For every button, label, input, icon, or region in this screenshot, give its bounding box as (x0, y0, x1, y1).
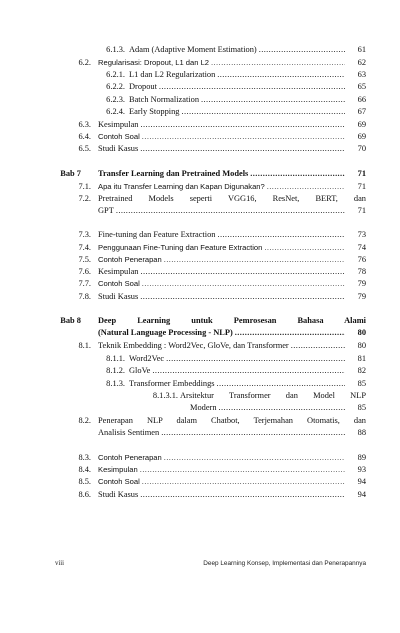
dot-leader (142, 476, 345, 488)
toc-entry-number: 6.4. (78, 132, 91, 141)
toc-entry[interactable] (0, 254, 400, 266)
dot-leader (201, 94, 345, 106)
toc-entry-title-text: Contoh Soal (98, 477, 140, 486)
toc-entry-number: 8.1.3.1. (152, 391, 178, 400)
toc-entry[interactable] (0, 489, 400, 501)
toc-entry-title-text: Apa itu Transfer Learning dan Kapan Digunakan? (98, 182, 265, 191)
toc-entry-number: 6.2. (78, 58, 91, 67)
toc-entry-title-line1: Pretrained Models seperti VGG16, ResNet, BERT, dan (98, 194, 366, 203)
toc-entry-number: 7.1. (78, 182, 91, 191)
toc-entry-title-text: Teknik Embedding : Word2Vec, GloVe, dan Transformer (98, 341, 289, 350)
toc-entry-title-text: Regularisasi: Dropout, L1 dan L2 (98, 58, 210, 67)
toc-entry-title (98, 489, 346, 501)
toc-entry-title-text: Kesimpulan (98, 465, 138, 474)
dot-leader (217, 229, 345, 241)
toc-entry-title-text: L1 dan L2 Regularization (129, 70, 216, 79)
dot-leader (264, 242, 345, 254)
toc-entry-title-text: Studi Kasus (98, 292, 139, 301)
toc-entry-number: 8.3. (78, 453, 91, 462)
toc-entry-title-line1: Arsitektur Transformer dan Model NLP (180, 391, 366, 400)
dot-leader (267, 181, 345, 193)
toc-entry-title (98, 340, 346, 352)
toc-entry-title-text: Contoh Soal (98, 279, 140, 288)
dot-leader (250, 168, 345, 180)
toc-entry-page: 94 (357, 477, 366, 486)
dot-leader (181, 106, 345, 118)
dot-leader (166, 353, 345, 365)
toc-entry[interactable] (0, 452, 400, 464)
toc-entry-page: 61 (357, 45, 366, 54)
toc-entry-title-text: Studi Kasus (98, 144, 139, 153)
toc-entry-title (98, 266, 346, 278)
toc-entry[interactable] (0, 291, 400, 303)
toc-entry-number: 6.5. (78, 144, 91, 153)
toc-entry-number: 8.1.1. (106, 354, 125, 363)
toc-entry-continuation[interactable] (0, 427, 400, 439)
toc-entry-title (129, 44, 346, 56)
toc-entry-page: 67 (357, 107, 366, 116)
toc-entry-title (129, 81, 346, 93)
toc-entry-title-text: Early Stopping (129, 107, 180, 116)
toc-entry-title (98, 119, 346, 131)
toc-entry-title-text: Adam (Adaptive Moment Estimation) (129, 45, 257, 54)
toc-entry-title-text: Word2Vec (129, 354, 165, 363)
toc-entry-page: 62 (357, 58, 366, 67)
toc-entry-title (129, 94, 346, 106)
toc-entry-number: 8.1.3. (106, 379, 125, 388)
toc-entry[interactable] (0, 229, 400, 241)
toc-entry-page: 71 (357, 169, 366, 178)
toc-entry-page: 63 (357, 70, 366, 79)
toc-entry-page: 73 (357, 230, 366, 239)
toc-entry-page: 82 (357, 366, 366, 375)
toc-entry[interactable] (0, 476, 400, 488)
toc-entry-title (98, 242, 346, 254)
toc-entry-title-line1: Penerapan NLP dalam Chatbot, Terjemahan Otomatis, dan (98, 416, 366, 425)
toc-entry-title-text: Transformer Embeddings (129, 379, 215, 388)
toc-entry-title-text: Dropout (129, 82, 157, 91)
dot-leader (140, 464, 345, 476)
toc-entry-page: 69 (357, 120, 366, 129)
toc-entry-title-text: Kesimpulan (98, 267, 139, 276)
toc-entry-number: 8.1. (78, 341, 91, 350)
toc-entry-title-text: Batch Normalization (129, 95, 200, 104)
toc-entry-number: 7.7. (78, 279, 91, 288)
toc-entry-number: 7.4. (78, 243, 91, 252)
toc-entry-title (98, 229, 346, 241)
toc-entry-page: 65 (357, 82, 366, 91)
toc-entry-number: 6.1.3. (106, 45, 125, 54)
toc-entry-title (98, 143, 346, 155)
toc-entry-title (129, 353, 346, 365)
toc-entry-page: 80 (357, 328, 366, 337)
dot-leader (259, 44, 345, 56)
toc-entry[interactable] (0, 143, 400, 155)
toc-entry-page: 71 (357, 206, 366, 215)
toc-entry-number: 6.2.2. (106, 82, 125, 91)
toc-entry-title-text: (Natural Language Processing - NLP) (98, 328, 233, 337)
dot-leader (116, 205, 345, 217)
toc-entry[interactable] (0, 464, 400, 476)
toc-entry-title (98, 205, 346, 217)
toc-entry-number: 7.2. (78, 194, 91, 203)
toc-entry-page: 71 (357, 182, 366, 191)
toc-entry[interactable] (0, 365, 400, 377)
toc-entry-title-text: GloVe (129, 366, 151, 375)
toc-entry[interactable] (0, 57, 400, 69)
dot-leader (159, 81, 345, 93)
toc-entry[interactable] (0, 278, 400, 290)
toc-entry[interactable] (0, 353, 400, 365)
toc-entry-page: 88 (357, 428, 366, 437)
toc-entry[interactable] (0, 315, 400, 327)
toc-entry-title-text: Modern (190, 403, 217, 412)
toc-entry-number: 6.2.4. (106, 107, 125, 116)
toc-entry-number: 7.5. (78, 255, 91, 264)
dot-leader (140, 266, 345, 278)
toc-entry-page: 81 (357, 354, 366, 363)
toc-entry-title (98, 131, 346, 143)
dot-leader (164, 254, 345, 266)
toc-entry-number: 8.4. (78, 465, 91, 474)
toc-entry-number: Bab 8 (60, 316, 81, 325)
toc-entry-title (129, 365, 346, 377)
toc-entry-page: 94 (357, 490, 366, 499)
toc-entry-number: 7.3. (78, 230, 91, 239)
toc-entry-page: 93 (357, 465, 366, 474)
toc-entry-page: 76 (357, 255, 366, 264)
toc-entry[interactable] (0, 242, 400, 254)
toc-entry-continuation[interactable] (0, 205, 400, 217)
footer-book-title: Deep Learning Konsep, Implementasi dan Penerapannya (203, 560, 366, 567)
toc-entry-title (98, 427, 346, 439)
dot-leader (217, 378, 345, 390)
toc-entry[interactable] (0, 44, 400, 56)
toc-entry-page: 85 (357, 379, 366, 388)
toc-entry-title (98, 452, 346, 464)
toc-entry-title (98, 57, 346, 69)
dot-leader (142, 131, 345, 143)
dot-leader (142, 278, 345, 290)
toc-entry-title (98, 181, 346, 193)
toc-entry-title (98, 476, 346, 488)
dot-leader (140, 119, 345, 131)
dot-leader (217, 69, 345, 81)
toc-entry-title (98, 278, 346, 290)
toc-entry-title-text: Contoh Penerapan (98, 453, 162, 462)
toc-entry-number: 6.2.3. (106, 95, 125, 104)
footer-page-number: viii (55, 560, 65, 567)
toc-entry-title-text: Contoh Penerapan (98, 255, 162, 264)
toc-entry-page: 85 (357, 403, 366, 412)
toc-entry[interactable] (0, 340, 400, 352)
toc-entry-title-text: GPT (98, 206, 114, 215)
toc-entry-page: 66 (357, 95, 366, 104)
toc-entry-title-text: Studi Kasus (98, 490, 139, 499)
toc-entry-page: 74 (357, 243, 366, 252)
toc-entry-title (98, 168, 346, 180)
toc-entry-number: 8.1.2. (106, 366, 125, 375)
dot-leader (235, 327, 345, 339)
toc-entry-page: 70 (357, 144, 366, 153)
toc-entry[interactable] (0, 119, 400, 131)
toc-entry-title (129, 378, 346, 390)
dot-leader (161, 427, 345, 439)
dot-leader (211, 57, 345, 69)
toc-entry-number: 7.8. (78, 292, 91, 301)
toc-entry-title-line1: Deep Learning untuk Pemrosesan Bahasa Alami (98, 316, 366, 325)
dot-leader (219, 402, 345, 414)
dot-leader (291, 340, 345, 352)
toc-entry-number: 6.2.1. (106, 70, 125, 79)
toc-entry-title (98, 291, 346, 303)
toc-entry-title-text: Contoh Soal (98, 132, 140, 141)
toc-entry[interactable] (0, 81, 400, 93)
toc-entry-title-text: Penggunaan Fine-Tuning dan Feature Extraction (98, 243, 263, 252)
dot-leader (152, 365, 345, 377)
toc-entry[interactable] (0, 94, 400, 106)
toc-entry-number: Bab 7 (60, 169, 81, 178)
toc-entry-title (129, 106, 346, 118)
dot-leader (140, 143, 345, 155)
dot-leader (140, 489, 345, 501)
toc-entry[interactable] (0, 181, 400, 193)
toc-entry[interactable] (0, 378, 400, 390)
toc-entry-number: 7.6. (78, 267, 91, 276)
dot-leader (140, 291, 345, 303)
toc-entry-title-text: Analisis Sentimen (98, 428, 160, 437)
toc-entry-page: 79 (357, 292, 366, 301)
toc-entry-title-text: Fine-tuning dan Feature Extraction (98, 230, 216, 239)
toc-entry[interactable] (0, 168, 400, 180)
toc-entry-page: 79 (357, 279, 366, 288)
dot-leader (164, 452, 345, 464)
toc-entry-title (98, 327, 346, 339)
toc-entry-page: 78 (357, 267, 366, 276)
toc-entry-number: 8.5. (78, 477, 91, 486)
toc-entry-page: 80 (357, 341, 366, 350)
toc-entry-title-text: Transfer Learning dan Pretrained Models (98, 169, 249, 178)
toc-entry-title (190, 402, 346, 414)
toc-entry[interactable] (0, 69, 400, 81)
toc-entry-number: 6.3. (78, 120, 91, 129)
toc-entry-number: 8.6. (78, 490, 91, 499)
toc-entry[interactable] (0, 131, 400, 143)
toc-entry-page: 69 (357, 132, 366, 141)
toc-entry[interactable] (0, 193, 400, 205)
toc-entry-title (129, 69, 346, 81)
toc-entry-title (98, 254, 346, 266)
toc-entry[interactable] (0, 266, 400, 278)
toc-entry-page: 89 (357, 453, 366, 462)
toc-entry-title-text: Kesimpulan (98, 120, 139, 129)
toc-entry-continuation[interactable] (0, 402, 400, 414)
toc-entry[interactable] (0, 390, 400, 402)
toc-entry[interactable] (0, 415, 400, 427)
toc-entry-continuation[interactable] (0, 327, 400, 339)
toc-entry[interactable] (0, 106, 400, 118)
toc-entry-title (98, 464, 346, 476)
toc-entry-number: 8.2. (78, 416, 91, 425)
